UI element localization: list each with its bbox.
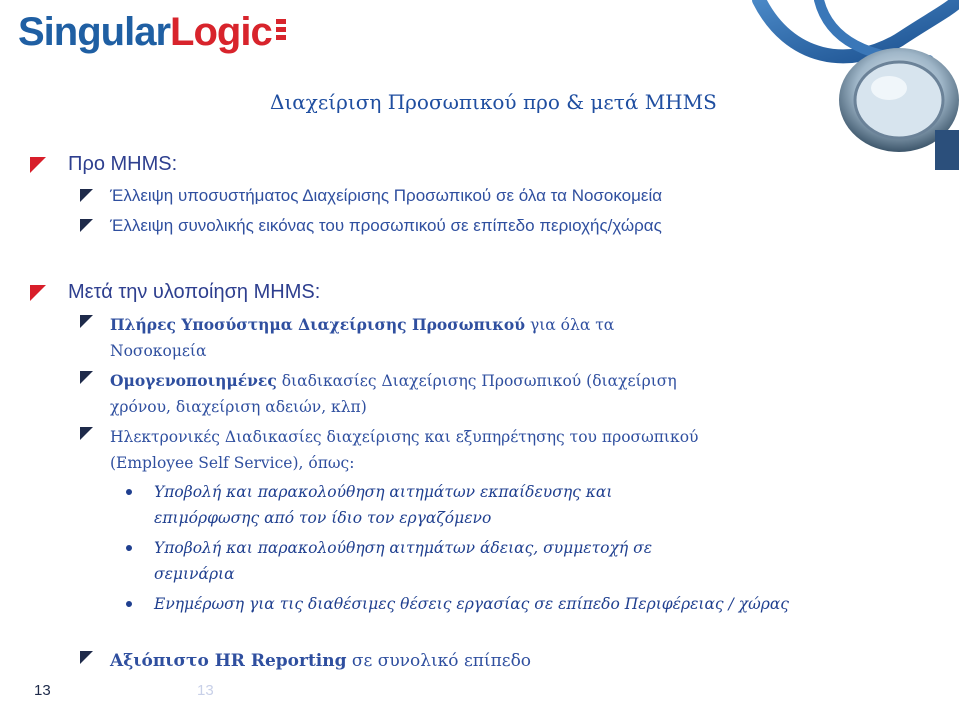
- logo-text-part1: Singular: [18, 9, 171, 54]
- sub-list-item-text: Ενημέρωση για τις διαθέσιμες θέσεις εργασίας σε επίπεδο Περιφέρειας / χώρας: [154, 595, 789, 613]
- list-item-line1: Ομογενοποιημένες διαδικασίες Διαχείρισης Προσωπικού (διαχείριση: [110, 371, 677, 390]
- triangle-bullet-icon: [80, 315, 93, 328]
- red-triangle-bullet-icon: [30, 285, 46, 301]
- list-item-line1: Ηλεκτρονικές Διαδικασίες διαχείρισης και εξυπηρέτησης του προσωπικού: [110, 428, 699, 446]
- bullet-dot-icon: [126, 489, 132, 495]
- triangle-bullet-icon: [80, 371, 93, 384]
- list-item-line1: Πλήρες Υποσύστημα Διαχείρισης Προσωπικού για όλα τα: [110, 315, 615, 334]
- list-item-line2: χρόνου, διαχείριση αδειών, κλπ): [110, 398, 367, 416]
- stethoscope-image: [699, 0, 959, 170]
- section-heading-post: [30, 281, 320, 304]
- list-item-text: Έλλειψη υποσυστήματος Διαχείρισης Προσωπικού σε όλα τα Νοσοκομεία: [110, 186, 663, 205]
- section-heading-text: Προ MHMS:: [68, 153, 178, 175]
- list-item-text: σε συνολικό επίπεδο: [346, 651, 532, 671]
- bullet-dot-icon: [126, 545, 132, 551]
- page-number: 13: [34, 682, 51, 699]
- bullet-dot-icon: [126, 601, 132, 607]
- slide-title: Διαχείριση Προσωπικού προ & μετά MHMS: [270, 90, 717, 114]
- list-item-line2: (Employee Self Service), όπως:: [110, 454, 355, 472]
- list-item-bold: Αξιόπιστο HR Reporting: [110, 651, 347, 671]
- triangle-bullet-icon: [80, 651, 93, 664]
- section-heading-text: Μετά την υλοποίηση MHMS:: [68, 281, 321, 303]
- logo-dots-icon: [276, 19, 286, 40]
- triangle-bullet-icon: [80, 189, 93, 202]
- triangle-bullet-icon: [80, 427, 93, 440]
- red-triangle-bullet-icon: [30, 157, 46, 173]
- list-item-line2: Νοσοκομεία: [110, 342, 207, 360]
- section-heading-pre: [30, 153, 177, 176]
- logo-text-part2: Logic: [170, 9, 272, 54]
- singularlogic-logo: [18, 8, 286, 56]
- list-item-text: Έλλειψη συνολικής εικόνας του προσωπικού σε επίπεδο περιοχής/χώρας: [110, 216, 662, 235]
- page-number-ghost: 13: [197, 682, 214, 699]
- sub-list-item-text: Υποβολή και παρακολούθηση αιτημάτων εκπαίδευσης και επιμόρφωσης από τον ίδιο τον εργαζόμενο: [154, 483, 613, 527]
- triangle-bullet-icon: [80, 219, 93, 232]
- sub-list-item-text: Υποβολή και παρακολούθηση αιτημάτων άδειας, συμμετοχή σε σεμινάρια: [154, 539, 653, 583]
